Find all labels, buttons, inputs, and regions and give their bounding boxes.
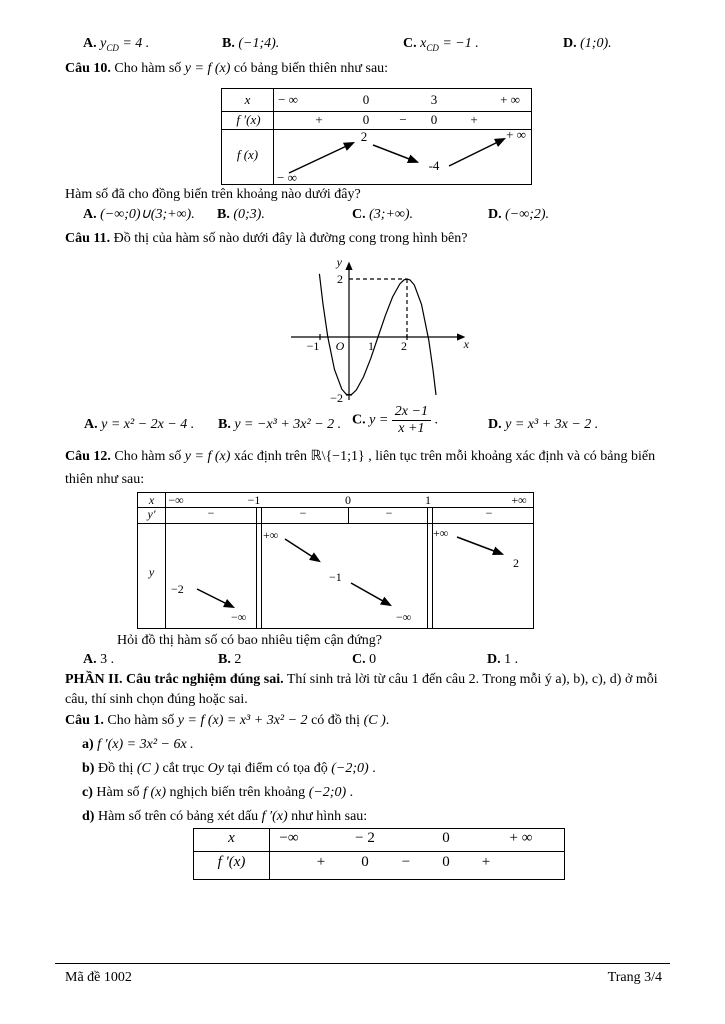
math-main: x xyxy=(420,36,427,51)
decrease-arrow xyxy=(351,583,390,605)
footer-rule xyxy=(55,963,670,964)
p2q1-sign-table xyxy=(193,828,565,880)
limit-label: + ∞ xyxy=(506,127,526,142)
option-value: 0 xyxy=(369,652,377,667)
x-value: −∞ xyxy=(279,830,299,846)
part2-text: câu, thí sinh chọn đúng hoặc sai. xyxy=(65,692,248,707)
p2q1-stem xyxy=(65,712,389,730)
option-math xyxy=(580,36,612,51)
q12-option-c xyxy=(352,651,376,669)
stem-text: Cho hàm số xyxy=(110,61,185,76)
p2q1-item-d xyxy=(82,808,367,826)
stem-math: y = f (x) = x³ + 3x² − 2 xyxy=(177,713,308,728)
q11-option-c xyxy=(352,404,438,437)
question-text: Hàm số đã cho đồng biến trên khoảng nào dưới đây? xyxy=(65,187,361,202)
item-text: . xyxy=(346,785,354,800)
option-label: A. xyxy=(83,652,97,667)
x-value: 0 xyxy=(362,92,370,107)
sign-value: − xyxy=(207,506,215,520)
variation-arrows xyxy=(165,523,533,628)
item-math: (−2;0) xyxy=(308,785,347,800)
option-label: C. xyxy=(352,652,366,667)
row-header-f: f (x) xyxy=(236,147,259,162)
x-value: − 2 xyxy=(355,830,375,846)
stem-text: Cho hàm số xyxy=(110,449,185,464)
y-tick-m2: −2 xyxy=(330,391,343,405)
q11-cubic-graph xyxy=(285,252,470,405)
footer-exam-code xyxy=(65,969,132,987)
item-label: b) xyxy=(82,761,95,776)
stem-set: ℝ\{−1;1} xyxy=(310,449,365,464)
q10-stem xyxy=(65,60,388,78)
origin-label: O xyxy=(335,339,345,353)
q9-option-b xyxy=(222,35,279,53)
item-text: cắt trục xyxy=(159,761,208,776)
x-value: − ∞ xyxy=(278,92,298,107)
option-label: D. xyxy=(563,36,577,51)
q12-question xyxy=(117,632,382,650)
item-text: Đồ thị xyxy=(97,761,137,776)
stem-text: Đồ thị của hàm số nào dưới đây là đường cong trong hình bên? xyxy=(110,231,468,246)
q10-option-a xyxy=(83,206,195,224)
table-divider xyxy=(348,507,349,523)
x-axis-label: x xyxy=(463,337,469,351)
question-text: Hỏi đồ thị hàm số có bao nhiêu tiệm cận đứng? xyxy=(117,633,382,648)
item-text: . xyxy=(368,761,376,776)
stem-math: y = f (x) xyxy=(184,449,231,464)
sign-value: + xyxy=(481,854,491,870)
table-divider xyxy=(269,829,270,879)
footer-right-text: Trang 3/4 xyxy=(607,970,662,985)
p2q1-item-c xyxy=(82,784,353,802)
sign-value: + xyxy=(470,112,478,127)
q10-option-d xyxy=(488,206,549,224)
x-value: −1 xyxy=(247,493,261,507)
q11-option-a xyxy=(84,416,194,434)
math-main: (−1;4). xyxy=(238,36,280,51)
option-math: (−∞;0)∪(3;+∞). xyxy=(100,207,195,222)
option-label: B. xyxy=(217,207,230,222)
variation-arrows xyxy=(273,129,531,184)
math-tail: = −1 . xyxy=(438,36,479,51)
option-label: D. xyxy=(488,207,502,222)
option-label: C. xyxy=(352,412,366,428)
q11-option-d xyxy=(488,416,598,434)
x-value: + ∞ xyxy=(500,92,520,107)
q12-stem-line1 xyxy=(65,448,655,466)
y-axis-label: y xyxy=(336,255,342,269)
p2q1-item-a xyxy=(82,736,194,754)
option-value: 3 . xyxy=(100,652,115,667)
option-math: (0;3). xyxy=(233,207,265,222)
sign-value: 0 xyxy=(361,854,369,870)
q9-option-d xyxy=(563,35,612,53)
q11-option-b xyxy=(218,416,341,434)
option-value: 2 xyxy=(234,652,242,667)
sign-value: + xyxy=(315,112,323,127)
x-value: −∞ xyxy=(168,493,184,507)
sign-value: − xyxy=(401,854,411,870)
fraction xyxy=(392,404,431,437)
part2-title: PHẦN II. Câu trắc nghiệm đúng sai. xyxy=(65,672,284,687)
x-tick-m1: −1 xyxy=(306,339,320,353)
option-label: A. xyxy=(83,36,97,51)
q10-variation-table xyxy=(221,88,532,185)
row-header-y: y xyxy=(148,565,155,579)
row-header-x: x xyxy=(244,92,251,107)
x-value: 0 xyxy=(442,830,450,846)
limit-label: −∞ xyxy=(396,610,412,624)
part2-heading-line1 xyxy=(65,671,658,689)
item-text: Hàm số xyxy=(96,785,144,800)
option-math: y = x² − 2x − 4 . xyxy=(101,417,195,432)
item-text: nghịch biến trên khoảng xyxy=(166,785,309,800)
question-number: Câu 12. xyxy=(65,449,111,464)
item-math: (C ) xyxy=(136,761,160,776)
sign-value: 0 xyxy=(430,112,438,127)
item-math: Oy xyxy=(207,761,224,776)
limit-label: −2 xyxy=(171,582,184,596)
stem-text: có đồ thị xyxy=(307,713,364,728)
item-label: a) xyxy=(82,737,94,752)
stem-math: (C ) xyxy=(363,713,386,728)
item-math: f ′(x) = 3x² − 6x . xyxy=(97,737,194,752)
item-math: (−2;0) xyxy=(331,761,369,776)
y-tick-2: 2 xyxy=(337,272,343,286)
option-label: A. xyxy=(84,417,98,432)
mid-value-label: −1 xyxy=(329,570,342,584)
question-number: Câu 1. xyxy=(65,713,104,728)
item-text: tại điểm có tọa độ xyxy=(223,761,332,776)
decrease-arrow xyxy=(285,539,319,561)
p2q1-item-b xyxy=(82,760,376,778)
sign-value: + xyxy=(316,854,326,870)
math-sub: CD xyxy=(426,42,439,53)
x-value: +∞ xyxy=(511,493,527,507)
x-value: 1 xyxy=(425,493,431,507)
table-divider xyxy=(138,507,533,508)
stem-text: Cho hàm số xyxy=(103,713,178,728)
sign-value: 0 xyxy=(442,854,450,870)
q10-question xyxy=(65,186,361,204)
option-math: (3;+∞). xyxy=(369,207,414,222)
x-value: 3 xyxy=(430,92,438,107)
x-value: + ∞ xyxy=(509,830,533,846)
question-number: Câu 10. xyxy=(65,61,111,76)
sign-value: − xyxy=(299,506,307,520)
option-math: y = x³ + 3x − 2 . xyxy=(505,417,599,432)
item-math: f (x) xyxy=(143,785,166,800)
q12-variation-table xyxy=(137,492,534,629)
cubic-curve xyxy=(319,274,436,395)
decrease-arrow xyxy=(197,589,233,607)
limit-label: −∞ xyxy=(231,610,247,624)
stem-math: y = f (x) xyxy=(184,61,231,76)
limit-label: − ∞ xyxy=(277,170,297,185)
table-divider xyxy=(194,851,564,852)
row-header-x: x xyxy=(148,493,155,507)
row-header-fprime: f ′(x) xyxy=(217,854,246,870)
part2-text: Thí sinh trả lời từ câu 1 đến câu 2. Trong mỗi ý a), b), c), d) ở mỗi xyxy=(283,672,658,687)
option-label: B. xyxy=(222,36,235,51)
option-math xyxy=(420,36,479,51)
stem-text: . xyxy=(385,713,390,728)
q12-option-d xyxy=(487,651,518,669)
option-math: y = −x³ + 3x² − 2 . xyxy=(234,417,342,432)
q10-option-b xyxy=(217,206,265,224)
sign-value: − xyxy=(399,112,407,127)
decrease-arrow xyxy=(373,145,417,162)
sign-value: − xyxy=(385,506,393,520)
x-tick-1: 1 xyxy=(368,339,374,353)
option-math xyxy=(100,36,149,51)
stem-text: xác định trên xyxy=(230,449,311,464)
math-tail: = 4 . xyxy=(118,36,150,51)
row-header-yprime: y′ xyxy=(147,507,156,521)
x-tick-2: 2 xyxy=(401,339,407,353)
max-label: 2 xyxy=(360,129,368,144)
stem-text: thiên như sau: xyxy=(65,472,145,487)
item-math: f ′(x) xyxy=(261,809,288,824)
option-label: D. xyxy=(488,417,502,432)
option-label: B. xyxy=(218,652,231,667)
q9-option-a xyxy=(83,35,149,54)
math-main: (1;0). xyxy=(580,36,612,51)
item-label: d) xyxy=(82,809,95,824)
increase-arrow xyxy=(449,139,504,166)
increase-arrow xyxy=(289,143,353,173)
limit-label: +∞ xyxy=(433,526,449,540)
option-label: B. xyxy=(218,417,231,432)
footer-left-text: Mã đề 1002 xyxy=(65,970,132,985)
option-value: 1 . xyxy=(504,652,519,667)
decrease-arrow xyxy=(457,537,502,554)
option-label: A. xyxy=(83,207,97,222)
min-label: -4 xyxy=(428,158,440,173)
q9-option-c xyxy=(403,35,479,54)
option-math xyxy=(238,36,279,51)
option-math-post: . xyxy=(434,412,438,428)
fraction-numerator: 2x −1 xyxy=(392,404,431,421)
q12-option-a xyxy=(83,651,114,669)
math-sub: CD xyxy=(106,42,119,53)
q12-stem-line2 xyxy=(65,471,144,489)
option-math: (−∞;2). xyxy=(505,207,550,222)
limit-label: +∞ xyxy=(263,528,279,542)
q12-option-b xyxy=(218,651,241,669)
math-main: y xyxy=(100,36,107,51)
item-text: như hình sau: xyxy=(287,809,368,824)
option-math-pre: y = xyxy=(369,412,389,428)
question-number: Câu 11. xyxy=(65,231,111,246)
item-label: c) xyxy=(82,785,93,800)
q11-stem xyxy=(65,230,467,248)
item-text: Hàm số trên có bảng xét dấu xyxy=(97,809,262,824)
q10-option-c xyxy=(352,206,413,224)
limit-label: 2 xyxy=(513,556,519,570)
sign-value: 0 xyxy=(362,112,370,127)
option-label: C. xyxy=(352,207,366,222)
row-header-x: x xyxy=(228,830,235,846)
x-value: 0 xyxy=(345,493,351,507)
sign-value: − xyxy=(485,506,493,520)
row-header-fprime: f ′(x) xyxy=(236,112,261,127)
stem-text: , liên tục trên mỗi khoảng xác định và có bảng biến xyxy=(364,449,656,464)
stem-text: có bảng biến thiên như sau: xyxy=(230,61,389,76)
option-label: D. xyxy=(487,652,501,667)
option-label: C. xyxy=(403,36,417,51)
fraction-denominator: x +1 xyxy=(398,421,425,437)
footer-page-number xyxy=(608,969,662,987)
part2-heading-line2 xyxy=(65,691,248,709)
